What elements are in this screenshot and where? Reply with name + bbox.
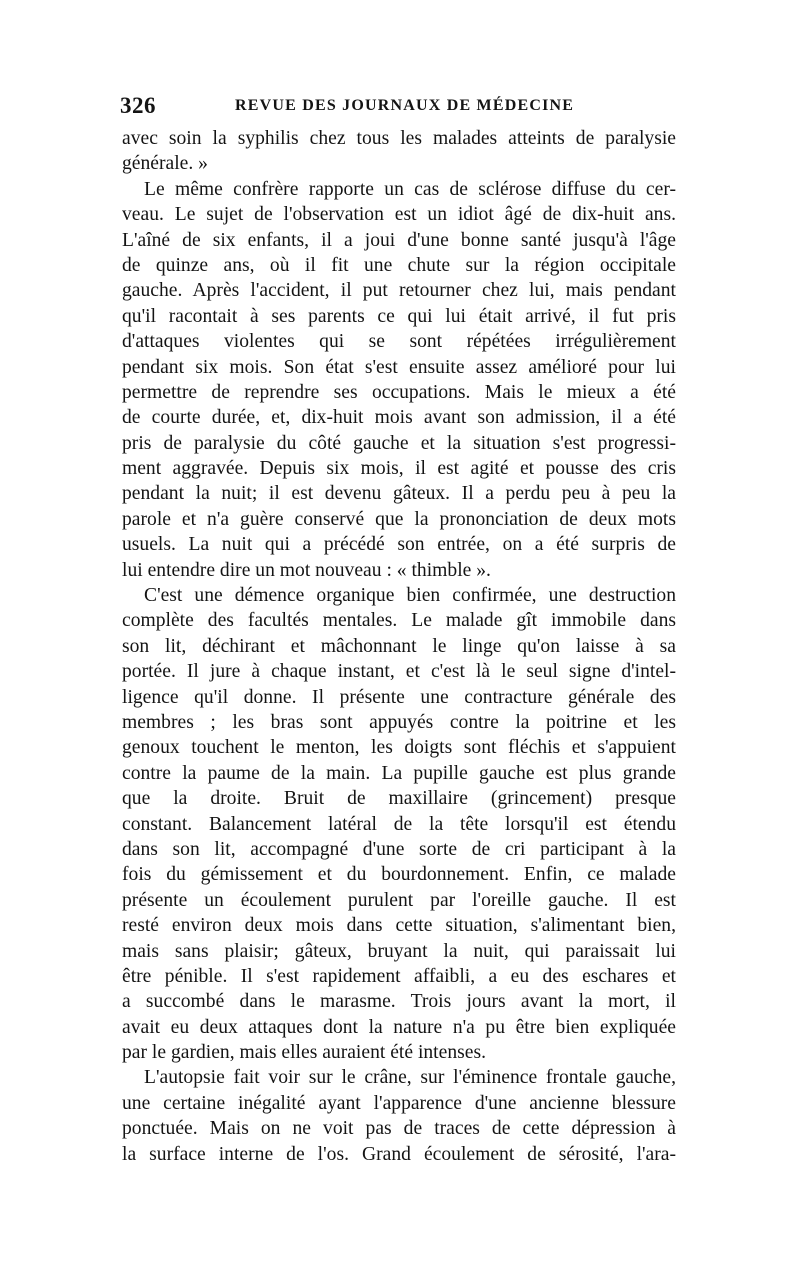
text-line: ligence qu'il donne. Il présente une contracture générale des <box>122 686 676 708</box>
text-line: membres ; les bras sont appuyés contre la poitrine et les <box>122 711 676 733</box>
text-line: complète des facultés mentales. Le malade gît immobile dans <box>122 610 676 632</box>
text-line: contre la paume de la main. La pupille gauche est plus grande <box>122 762 676 784</box>
text-line: ponctuée. Mais on ne voit pas de traces de cette dépression à <box>122 1118 676 1140</box>
text-line: resté environ deux mois dans cette situation, s'alimentant bien, <box>122 915 676 937</box>
text-line: lui entendre dire un mot nouveau : « thimble ». <box>122 559 491 581</box>
text-line: portée. Il jure à chaque instant, et c'est là le seul signe d'intel- <box>122 661 676 683</box>
text-line: parole et n'a guère conservé que la prononciation de deux mots <box>122 508 676 530</box>
text-line: avait eu deux attaques dont la nature n'a pu être bien expliquée <box>122 1016 676 1038</box>
text-line: qu'il racontait à ses parents ce qui lui était arrivé, il fut pris <box>122 305 676 327</box>
running-head: REVUE DES JOURNAUX DE MÉDECINE <box>235 97 575 114</box>
paragraph-start-line: C'est une démence organique bien confirmée, une destruction <box>144 585 676 607</box>
text-line: permettre de reprendre ses occupations. Mais le mieux a été <box>122 381 676 403</box>
text-line: que la droite. Bruit de maxillaire (grincement) presque <box>122 788 676 810</box>
text-line: fois du gémissement et du bourdonnement. Enfin, ce malade <box>122 864 676 886</box>
text-line: générale. » <box>122 153 208 175</box>
body-text <box>122 126 676 1167</box>
text-line: ment aggravée. Depuis six mois, il est agité et pousse des cris <box>122 458 676 480</box>
text-line: être pénible. Il s'est rapidement affaibli, a eu des eschares et <box>122 965 676 987</box>
text-line: d'attaques violentes qui se sont répétées irrégulièrement <box>122 331 676 353</box>
text-line: une certaine inégalité ayant l'apparence d'une ancienne blessure <box>122 1092 676 1114</box>
text-line: genoux touchent le menton, les doigts sont fléchis et s'appuient <box>122 737 676 759</box>
text-line: pris de paralysie du côté gauche et la situation s'est progressi- <box>122 432 676 454</box>
page-number: 326 <box>120 93 156 118</box>
paragraph-start-line: Le même confrère rapporte un cas de sclérose diffuse du cer- <box>144 178 676 200</box>
text-line: par le gardien, mais elles auraient été intenses. <box>122 1042 486 1064</box>
text-line: avec soin la syphilis chez tous les malades atteints de paralysie <box>122 128 676 149</box>
text-line: mais sans plaisir; gâteux, bruyant la nuit, qui paraissait lui <box>122 940 676 962</box>
text-line: pendant la nuit; il est devenu gâteux. Il a perdu peu à peu la <box>122 483 676 505</box>
text-line: son lit, déchirant et mâchonnant le linge qu'on laisse à sa <box>122 635 676 657</box>
text-line: la surface interne de l'os. Grand écoulement de sérosité, l'ara- <box>122 1143 676 1165</box>
text-line: gauche. Après l'accident, il put retourner chez lui, mais pendant <box>122 280 676 302</box>
text-line: L'aîné de six enfants, il a joui d'une bonne santé jusqu'à l'âge <box>122 229 676 251</box>
text-line: usuels. La nuit qui a précédé son entrée, on a été surpris de <box>122 534 676 556</box>
text-line: constant. Balancement latéral de la tête lorsqu'il est étendu <box>122 813 676 835</box>
text-line: de quinze ans, où il fit une chute sur la région occipitale <box>122 254 676 276</box>
text-line: pendant six mois. Son état s'est ensuite assez amélioré pour lui <box>122 356 676 378</box>
text-line: dans son lit, accompagné d'une sorte de cri participant à la <box>122 838 676 860</box>
paragraph-start-line: L'autopsie fait voir sur le crâne, sur l'éminence frontale gauche, <box>144 1067 676 1089</box>
text-line: a succombé dans le marasme. Trois jours avant la mort, il <box>122 991 676 1013</box>
page-header <box>120 93 680 119</box>
text-line: présente un écoulement purulent par l'oreille gauche. Il est <box>122 889 676 911</box>
text-line: de courte durée, et, dix-huit mois avant son admission, il a été <box>122 407 676 429</box>
text-line: veau. Le sujet de l'observation est un idiot âgé de dix-huit ans. <box>122 204 676 226</box>
